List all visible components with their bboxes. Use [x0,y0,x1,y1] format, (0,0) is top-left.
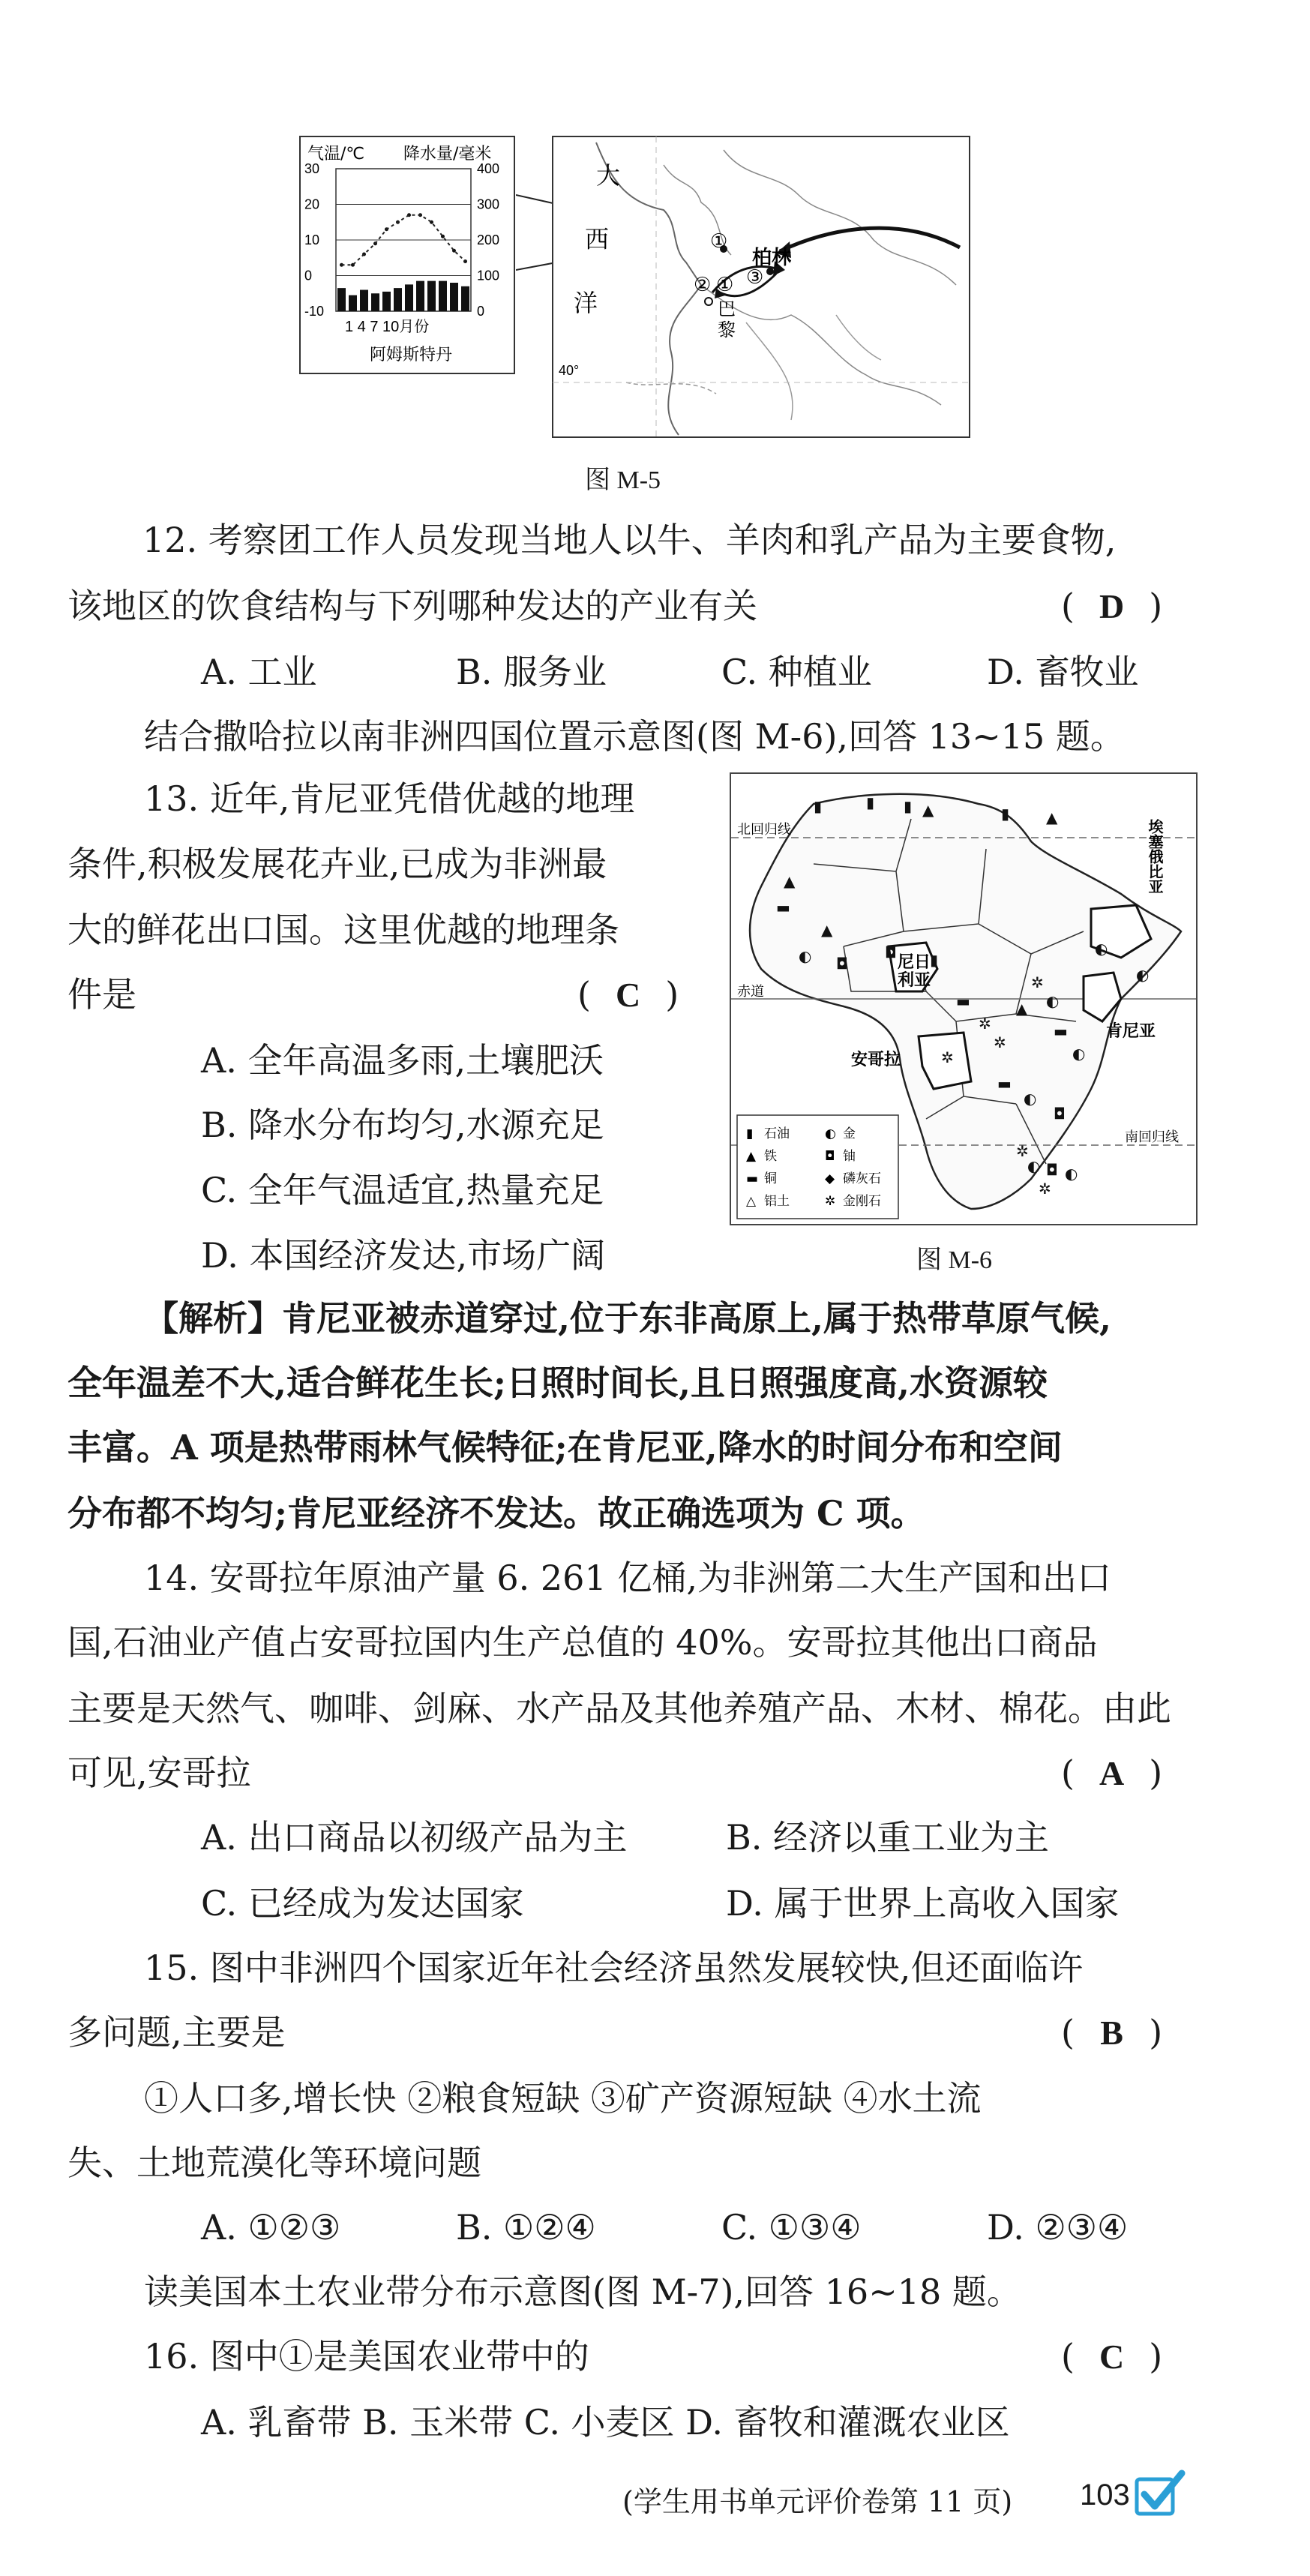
precip-bar [394,288,402,311]
legend-label: 磷灰石 [843,1171,881,1186]
svg-text:◐: ◐ [1027,1157,1041,1175]
figure-m6-caption: 图 M-6 [916,1246,993,1274]
temp-tick-label: -10 [304,304,325,319]
europe-map [551,135,971,439]
q13-line2: 条件,积极发展花卉业,已成为非洲最 [67,844,607,884]
q13-option-c: C. 全年气温适宜,热量充足 [201,1170,604,1210]
analysis-line3: 丰富。A 项是热带雨林气候特征;在肯尼亚,降水的时间分布和空间 [67,1427,1063,1468]
ethiopia-label: 埃塞俄比亚 [1146,819,1164,894]
svg-text:▮: ▮ [866,793,875,811]
q14-option-c: C. 已经成为发达国家 [201,1883,524,1924]
lat-label: 40° [559,363,580,378]
q12-answer: ( D ) [1061,583,1162,629]
q12-option-d: D. 畜牧业 [987,652,1139,692]
q13-option-d: D. 本国经济发达,市场广阔 [201,1235,606,1276]
intro-13-15: 结合撒哈拉以南非洲四国位置示意图(图 M-6),回答 13~15 题。 [144,716,1125,757]
svg-text:◐: ◐ [1072,1045,1086,1063]
svg-text:▲: ▲ [1046,808,1058,826]
q14-answer-value: A [1099,1754,1125,1792]
precip-bar [416,281,424,311]
q14-option-d: D. 属于世界上高收入国家 [726,1883,1120,1924]
precip-bar [461,286,469,311]
checkmark-icon [1134,2469,1186,2518]
legend-symbol: ▲ [746,1149,757,1164]
legend-label: 金刚石 [843,1194,881,1209]
precip-bar [382,292,391,311]
svg-text:◐: ◐ [1095,940,1108,958]
svg-text:▲: ▲ [784,872,796,890]
legend-symbol: ▬ [746,1171,759,1186]
q14-line2: 国,石油业产值占安哥拉国内生产总值的 40%。安哥拉其他出口商品 [67,1622,1098,1663]
temp-tick-label: 10 [304,232,320,247]
africa-map-svg [731,774,1196,1224]
q14-answer: ( A ) [1061,1750,1162,1796]
q15-line1: 15. 图中非洲四个国家近年社会经济虽然发展较快,但还面临许 [144,1948,1084,1988]
legend-label: 铝土 [764,1194,790,1209]
q14-line3: 主要是天然气、咖啡、剑麻、水产品及其他养殖产品、木材、棉花。由此 [67,1688,1171,1729]
q12-option-a: A. 工业 [201,652,317,692]
q12-answer-value: D [1099,587,1125,625]
precip-tick-label: 400 [477,161,500,176]
temp-tick-label: 20 [304,196,320,212]
month-ticks: 1 4 7 10月份 [345,319,430,335]
station-name: 阿姆斯特丹 [370,346,453,364]
precip-tick-label: 100 [477,268,500,283]
tropic-north-label: 北回归线 [737,822,791,838]
ocean-label-3: 洋 [574,289,598,317]
figure-m5-caption: 图 M-5 [585,466,661,494]
svg-text:▲: ▲ [1016,1000,1028,1018]
svg-text:◘: ◘ [836,955,848,973]
precip-tick-label: 300 [477,196,500,212]
legend-symbol: △ [746,1194,757,1209]
q13-answer-value: C [615,976,641,1014]
q16-answer-value: C [1099,2338,1125,2376]
svg-text:✲: ✲ [994,1033,1006,1051]
legend-label: 石油 [764,1126,790,1141]
legend-symbol: ◘ [825,1149,835,1164]
svg-text:◘: ◘ [885,943,897,961]
climate-chart [298,135,516,375]
svg-text:▮: ▮ [930,951,939,969]
tropic-south-label: 南回归线 [1125,1129,1179,1145]
svg-text:▲: ▲ [821,921,833,939]
svg-text:◘: ◘ [1046,1161,1058,1179]
precip-bar [439,281,447,311]
q16-line: 16. 图中①是美国农业带中的 [144,2336,589,2377]
map-marker-1: ① [710,230,728,253]
q13-line1: 13. 近年,肯尼亚凭借优越的地理 [144,778,635,819]
analysis-line4: 分布都不均匀;肯尼亚经济不发达。故正确选项为 C 项。 [67,1493,925,1534]
q15-option-b: B. ①②④ [456,2207,596,2248]
precip-tick-label: 0 [477,304,485,319]
svg-text:▬: ▬ [956,992,970,1010]
svg-text:◐: ◐ [1136,966,1150,984]
svg-text:▲: ▲ [922,801,934,819]
q12-option-b: B. 服务业 [456,652,607,692]
svg-text:✲: ✲ [1016,1142,1029,1160]
svg-text:▮: ▮ [904,797,913,815]
legend-label: 铁 [764,1149,777,1164]
legend-label: 金 [843,1126,856,1141]
city-berlin: 柏林 [752,247,792,269]
svg-text:▬: ▬ [776,898,790,916]
precip-bar [427,281,436,311]
legend-symbol: ✲ [825,1194,836,1209]
precip-bar [450,283,458,311]
city-paris-1: 巴 [718,298,736,319]
svg-text:▬: ▬ [997,1075,1012,1093]
precip-tick-label: 200 [477,232,500,247]
q13-option-b: B. 降水分布均匀,水源充足 [201,1105,604,1145]
map-marker-3: ③ [746,266,764,289]
q15-items-line2: 失、土地荒漠化等环境问题 [67,2143,481,2183]
q13-line4: 件是 [67,974,136,1015]
q15-option-d: D. ②③④ [987,2207,1129,2248]
svg-text:◐: ◐ [1065,1165,1078,1183]
equator-label: 赤道 [737,984,764,1000]
ocean-label-1: 大 [596,161,621,190]
svg-text:◐: ◐ [1024,1090,1037,1108]
map-marker-2: ② [694,274,712,296]
map-marker-1b: ① [716,274,734,296]
precip-bar [405,284,413,311]
q15-line2: 多问题,主要是 [67,2012,286,2053]
q15-items-line1: ①人口多,增长快 ②粮食短缺 ③矿产资源短缺 ④水土流 [144,2078,982,2119]
q12-line1: 12. 考察团工作人员发现当地人以牛、羊肉和乳产品为主要食物, [142,520,1117,560]
svg-text:▮: ▮ [814,797,823,815]
q13-option-a: A. 全年高温多雨,土壤肥沃 [201,1040,604,1081]
page-number: 103 [1080,2479,1130,2512]
intro-16-18: 读美国本土农业带分布示意图(图 M-7),回答 16~18 题。 [144,2272,1021,2312]
svg-text:▬: ▬ [1054,1022,1068,1040]
temp-tick-label: 0 [304,268,313,283]
ocean-label-2: 西 [585,225,610,253]
q15-option-c: C. ①③④ [721,2207,862,2248]
q14-option-a: A. 出口商品以初级产品为主 [201,1817,628,1858]
analysis-line1: 【解析】肯尼亚被赤道穿过,位于东非高原上,属于热带草原气候, [144,1298,1112,1339]
q16-answer: ( C ) [1061,2334,1162,2380]
precip-bar [349,295,357,311]
q15-answer: ( B ) [1061,2010,1162,2056]
city-paris-2: 黎 [718,319,736,340]
q14-option-b: B. 经济以重工业为主 [726,1817,1050,1858]
svg-text:✲: ✲ [979,1015,991,1033]
svg-text:◘: ◘ [1054,1105,1066,1123]
angola-label: 安哥拉 [851,1051,901,1069]
legend-label: 铀 [843,1149,856,1164]
svg-text:✲: ✲ [941,1048,954,1066]
q15-answer-value: B [1100,2014,1123,2052]
q16-options: A. 乳畜带 B. 玉米带 C. 小麦区 D. 畜牧和灌溉农业区 [201,2402,1010,2443]
footer-text: (学生用书单元评价卷第 11 页) [622,2485,1013,2518]
legend-symbol: ◆ [825,1171,835,1186]
temp-tick-label: 30 [304,161,320,176]
svg-text:▮: ▮ [1001,805,1010,823]
q14-line1: 14. 安哥拉年原油产量 6. 261 亿桶,为非洲第二大生产国和出口 [144,1558,1111,1598]
legend-label: 铜 [764,1171,777,1186]
precip-bar [360,290,368,312]
kenya-label: 肯尼亚 [1106,1022,1156,1041]
svg-text:✲: ✲ [1039,1180,1051,1198]
svg-text:✲: ✲ [1031,973,1044,991]
temp-axis-label: 气温/℃ [307,145,365,163]
precip-axis-label: 降水量/毫米 [403,145,492,163]
nigeria-label-2: 利亚 [898,971,931,990]
nigeria-label-1: 尼日 [898,953,931,972]
q13-answer: ( C ) [577,972,679,1018]
svg-text:◐: ◐ [1046,992,1060,1010]
q14-line4: 可见,安哥拉 [67,1753,251,1793]
figure-m6-map [730,772,1198,1225]
q13-line3: 大的鲜花出口国。这里优越的地理条 [67,910,619,950]
legend-symbol: ◐ [825,1126,836,1141]
q12-line2: 该地区的饮食结构与下列哪种发达的产业有关 [67,586,757,626]
analysis-line2: 全年温差不大,适合鲜花生长;日照时间长,且日照强度高,水资源较 [67,1363,1048,1403]
svg-text:◐: ◐ [799,947,812,965]
q12-option-c: C. 种植业 [721,652,872,692]
q15-option-a: A. ①②③ [201,2207,341,2248]
precip-bar [371,293,379,311]
precip-bar [337,288,346,311]
legend-symbol: ▮ [746,1126,754,1141]
